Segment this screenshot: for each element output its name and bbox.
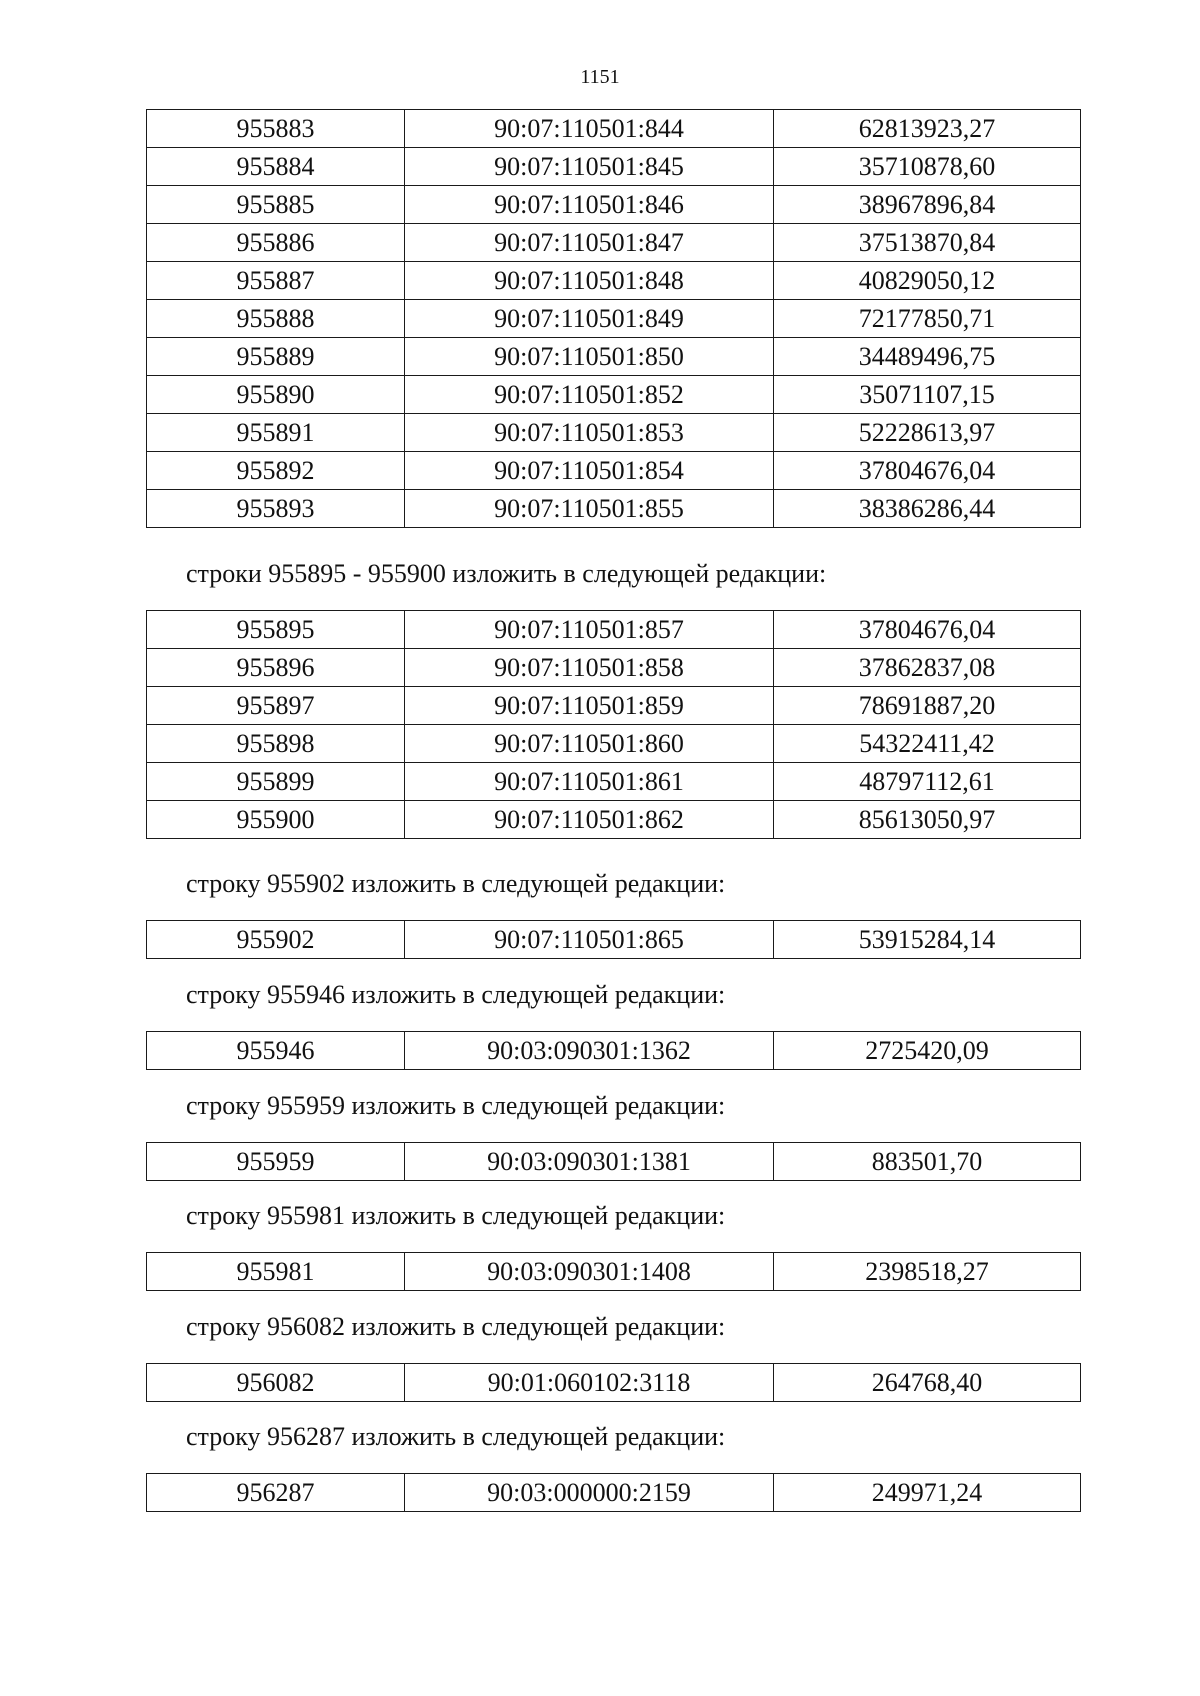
cadastral-number-cell: 90:07:110501:848 <box>405 262 774 300</box>
row-number-cell: 955888 <box>147 300 405 338</box>
value-cell: 53915284,14 <box>774 921 1081 959</box>
table-row <box>147 490 1081 528</box>
cadastral-number-cell: 90:03:090301:1381 <box>405 1143 774 1181</box>
value-cell: 38386286,44 <box>774 490 1081 528</box>
table-row <box>147 376 1081 414</box>
amendment-table <box>146 1142 1081 1181</box>
cadastral-number-cell: 90:07:110501:850 <box>405 338 774 376</box>
table-row <box>147 687 1081 725</box>
amendment-instruction: строку 955946 изложить в следующей редакции: <box>186 980 726 1009</box>
amendment-instruction: строку 956287 изложить в следующей редакции: <box>186 1422 726 1451</box>
row-number-cell: 956287 <box>147 1474 405 1512</box>
cadastral-number-cell: 90:07:110501:844 <box>405 110 774 148</box>
amendment-table <box>146 1252 1081 1291</box>
value-cell: 52228613,97 <box>774 414 1081 452</box>
table-row <box>147 1032 1081 1070</box>
table-row <box>147 801 1081 839</box>
table-row <box>147 452 1081 490</box>
row-number-cell: 955887 <box>147 262 405 300</box>
table-row <box>147 338 1081 376</box>
cadastral-number-cell: 90:07:110501:853 <box>405 414 774 452</box>
table-row <box>147 414 1081 452</box>
value-cell: 883501,70 <box>774 1143 1081 1181</box>
value-cell: 37862837,08 <box>774 649 1081 687</box>
value-cell: 38967896,84 <box>774 186 1081 224</box>
row-number-cell: 955981 <box>147 1253 405 1291</box>
value-cell: 72177850,71 <box>774 300 1081 338</box>
row-number-cell: 955902 <box>147 921 405 959</box>
amendment-table <box>146 610 1081 839</box>
row-number-cell: 955883 <box>147 110 405 148</box>
value-cell: 62813923,27 <box>774 110 1081 148</box>
amendment-instruction: строку 956082 изложить в следующей редакции: <box>186 1312 726 1341</box>
row-number-cell: 955899 <box>147 763 405 801</box>
amendment-instruction: строку 955981 изложить в следующей редакции: <box>186 1201 726 1230</box>
cadastral-number-cell: 90:07:110501:847 <box>405 224 774 262</box>
cadastral-number-cell: 90:07:110501:852 <box>405 376 774 414</box>
amendment-table <box>146 920 1081 959</box>
row-number-cell: 955900 <box>147 801 405 839</box>
value-cell: 35071107,15 <box>774 376 1081 414</box>
value-cell: 35710878,60 <box>774 148 1081 186</box>
cadastral-number-cell: 90:07:110501:857 <box>405 611 774 649</box>
cadastral-number-cell: 90:07:110501:846 <box>405 186 774 224</box>
row-number-cell: 955889 <box>147 338 405 376</box>
table-row <box>147 110 1081 148</box>
cadastral-number-cell: 90:03:000000:2159 <box>405 1474 774 1512</box>
value-cell: 48797112,61 <box>774 763 1081 801</box>
cadastral-number-cell: 90:07:110501:858 <box>405 649 774 687</box>
value-cell: 34489496,75 <box>774 338 1081 376</box>
cadastral-number-cell: 90:07:110501:849 <box>405 300 774 338</box>
value-cell: 54322411,42 <box>774 725 1081 763</box>
row-number-cell: 955891 <box>147 414 405 452</box>
cadastral-number-cell: 90:07:110501:862 <box>405 801 774 839</box>
value-cell: 2725420,09 <box>774 1032 1081 1070</box>
main-table <box>146 109 1081 528</box>
table-row <box>147 725 1081 763</box>
cadastral-number-cell: 90:03:090301:1362 <box>405 1032 774 1070</box>
row-number-cell: 955886 <box>147 224 405 262</box>
row-number-cell: 955896 <box>147 649 405 687</box>
table-row <box>147 1474 1081 1512</box>
table-row <box>147 763 1081 801</box>
cadastral-number-cell: 90:07:110501:855 <box>405 490 774 528</box>
cadastral-number-cell: 90:03:090301:1408 <box>405 1253 774 1291</box>
value-cell: 2398518,27 <box>774 1253 1081 1291</box>
row-number-cell: 955897 <box>147 687 405 725</box>
amendment-table <box>146 1363 1081 1402</box>
cadastral-number-cell: 90:07:110501:861 <box>405 763 774 801</box>
table-row <box>147 649 1081 687</box>
table-row <box>147 262 1081 300</box>
value-cell: 85613050,97 <box>774 801 1081 839</box>
row-number-cell: 955893 <box>147 490 405 528</box>
value-cell: 37513870,84 <box>774 224 1081 262</box>
table-row <box>147 224 1081 262</box>
row-number-cell: 955959 <box>147 1143 405 1181</box>
cadastral-number-cell: 90:07:110501:860 <box>405 725 774 763</box>
row-number-cell: 955892 <box>147 452 405 490</box>
value-cell: 40829050,12 <box>774 262 1081 300</box>
cadastral-number-cell: 90:01:060102:3118 <box>405 1364 774 1402</box>
value-cell: 37804676,04 <box>774 452 1081 490</box>
table-row <box>147 1253 1081 1291</box>
row-number-cell: 955895 <box>147 611 405 649</box>
cadastral-number-cell: 90:07:110501:859 <box>405 687 774 725</box>
row-number-cell: 955898 <box>147 725 405 763</box>
amendment-instruction: строки 955895 - 955900 изложить в следующей редакции: <box>186 559 827 588</box>
page-number: 1151 <box>580 66 620 88</box>
value-cell: 249971,24 <box>774 1474 1081 1512</box>
table-row <box>147 611 1081 649</box>
amendment-table <box>146 1473 1081 1512</box>
table-row <box>147 921 1081 959</box>
table-row <box>147 148 1081 186</box>
row-number-cell: 955884 <box>147 148 405 186</box>
cadastral-number-cell: 90:07:110501:845 <box>405 148 774 186</box>
value-cell: 78691887,20 <box>774 687 1081 725</box>
amendment-instruction: строку 955959 изложить в следующей редакции: <box>186 1091 726 1120</box>
table-row <box>147 300 1081 338</box>
table-row <box>147 186 1081 224</box>
row-number-cell: 955890 <box>147 376 405 414</box>
value-cell: 264768,40 <box>774 1364 1081 1402</box>
row-number-cell: 955946 <box>147 1032 405 1070</box>
table-row <box>147 1143 1081 1181</box>
row-number-cell: 955885 <box>147 186 405 224</box>
amendment-table <box>146 1031 1081 1070</box>
amendment-instruction: строку 955902 изложить в следующей редакции: <box>186 869 726 898</box>
cadastral-number-cell: 90:07:110501:854 <box>405 452 774 490</box>
value-cell: 37804676,04 <box>774 611 1081 649</box>
cadastral-number-cell: 90:07:110501:865 <box>405 921 774 959</box>
row-number-cell: 956082 <box>147 1364 405 1402</box>
table-row <box>147 1364 1081 1402</box>
